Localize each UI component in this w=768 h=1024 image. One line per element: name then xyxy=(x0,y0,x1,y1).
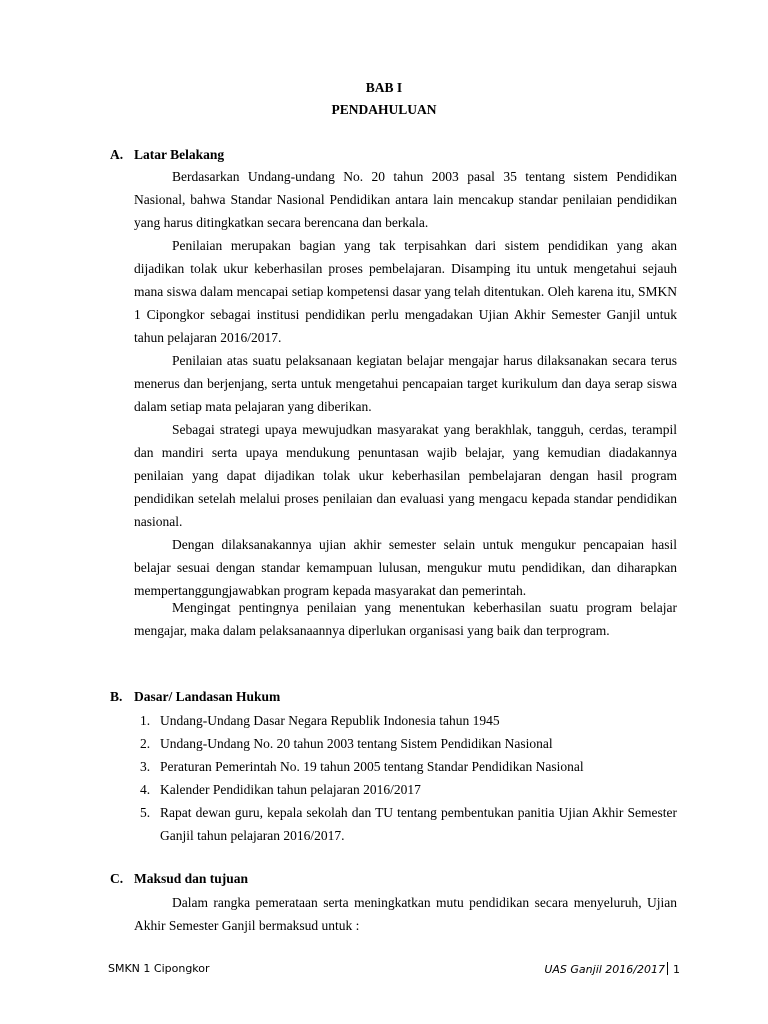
list-number: 3. xyxy=(140,759,151,774)
section-a-paragraph-4: Sebagai strategi upaya mewujudkan masyarakat yang berakhlak, tangguh, cerdas, terampil dan mandiri serta upaya mendukung penuntasan wajib belajar, yang kemudian diadakannya penilaian yang dapat dijadikan tolak ukur keberhasilan pembelajaran dengan hasil program pendidikan setelah melalui proses penilaian dan evaluasi yang mengacu kepada standar pendidikan nasional. xyxy=(134,422,677,529)
list-number: 2. xyxy=(140,736,151,751)
section-b-letter: B. xyxy=(110,689,123,704)
section-a-paragraph-6: Mengingat pentingnya penilaian yang menentukan keberhasilan suatu program belajar mengajar, maka dalam pelaksanaannya diperlukan organisasi yang baik dan terprogram. xyxy=(134,600,677,638)
list-number: 1. xyxy=(140,713,151,728)
list-item-text: Rapat dewan guru, kepala sekolah dan TU tentang pembentukan panitia Ujian Akhir Semester Ganjil tahun pelajaran 2016/2017. xyxy=(160,805,677,843)
chapter-number: BAB I xyxy=(365,80,403,95)
list-item xyxy=(134,732,677,755)
footer-separator xyxy=(667,962,668,975)
list-item-text: Undang-Undang No. 20 tahun 2003 tentang Sistem Pendidikan Nasional xyxy=(160,736,553,751)
section-c-letter: C. xyxy=(110,871,124,886)
list-item-text: Peraturan Pemerintah No. 19 tahun 2005 tentang Standar Pendidikan Nasional xyxy=(160,759,584,774)
list-number: 4. xyxy=(140,782,151,797)
list-number: 5. xyxy=(140,805,151,820)
section-c-paragraph-1: Dalam rangka pemerataan serta meningkatkan mutu pendidikan secara menyeluruh, Ujian Akhir Semester Ganjil bermaksud untuk : xyxy=(134,895,677,933)
list-item xyxy=(134,778,677,801)
footer-right xyxy=(544,962,680,976)
list-item xyxy=(134,755,677,778)
footer-school: SMKN 1 Cipongkor xyxy=(108,962,210,975)
list-item-text: Undang-Undang Dasar Negara Republik Indonesia tahun 1945 xyxy=(160,713,500,728)
chapter-title: PENDAHULUAN xyxy=(331,102,437,117)
page-number: 1 xyxy=(673,963,680,976)
section-c-title: Maksud dan tujuan xyxy=(134,871,249,886)
section-a-paragraph-2: Penilaian merupakan bagian yang tak terpisahkan dari sistem pendidikan yang akan dijadikan tolak ukur keberhasilan proses pembelajaran. Disamping itu untuk mengetahui sejauh mana siswa dalam mencapai setiap kompetensi dasar yang telah ditentukan. Oleh karena itu, SMKN 1 Cipongkor sebagai institusi pendidikan perlu mengadakan Ujian Akhir Semester Ganjil untuk tahun pelajaran 2016/2017. xyxy=(134,238,677,345)
list-item xyxy=(134,801,677,847)
list-item xyxy=(134,709,677,732)
section-c-heading xyxy=(110,871,248,887)
section-a-paragraph-1: Berdasarkan Undang-undang No. 20 tahun 2003 pasal 35 tentang sistem Pendidikan Nasional, bahwa Standar Nasional Pendidikan antara lain mencakup standar penilaian pendidikan yang harus ditingkatkan secara berencana dan berkala. xyxy=(134,169,677,230)
section-a-paragraph-3: Penilaian atas suatu pelaksanaan kegiatan belajar mengajar harus dilaksanakan secara terus menerus dan berjenjang, serta untuk mengetahui pencapaian target kurikulum dan daya serap siswa dalam setiap mata pelajaran yang diberikan. xyxy=(134,353,677,414)
footer-doc-title: UAS Ganjil 2016/2017 xyxy=(544,963,665,976)
section-a-title: Latar Belakang xyxy=(134,147,225,162)
section-a-letter: A. xyxy=(110,147,124,162)
section-a-paragraph-5: Dengan dilaksanakannya ujian akhir semester selain untuk mengukur pencapaian hasil belajar sesuai dengan standar kemampuan lulusan, mengukur mutu pendidikan, dan diharapkan mempertanggungjawabkan program kepada masyarakat dan pemerintah. xyxy=(134,537,677,598)
section-b-title: Dasar/ Landasan Hukum xyxy=(134,689,281,704)
section-a-heading xyxy=(110,147,224,163)
list-item-text: Kalender Pendidikan tahun pelajaran 2016/2017 xyxy=(160,782,421,797)
section-b-heading xyxy=(110,689,280,705)
legal-basis-list xyxy=(134,709,677,847)
